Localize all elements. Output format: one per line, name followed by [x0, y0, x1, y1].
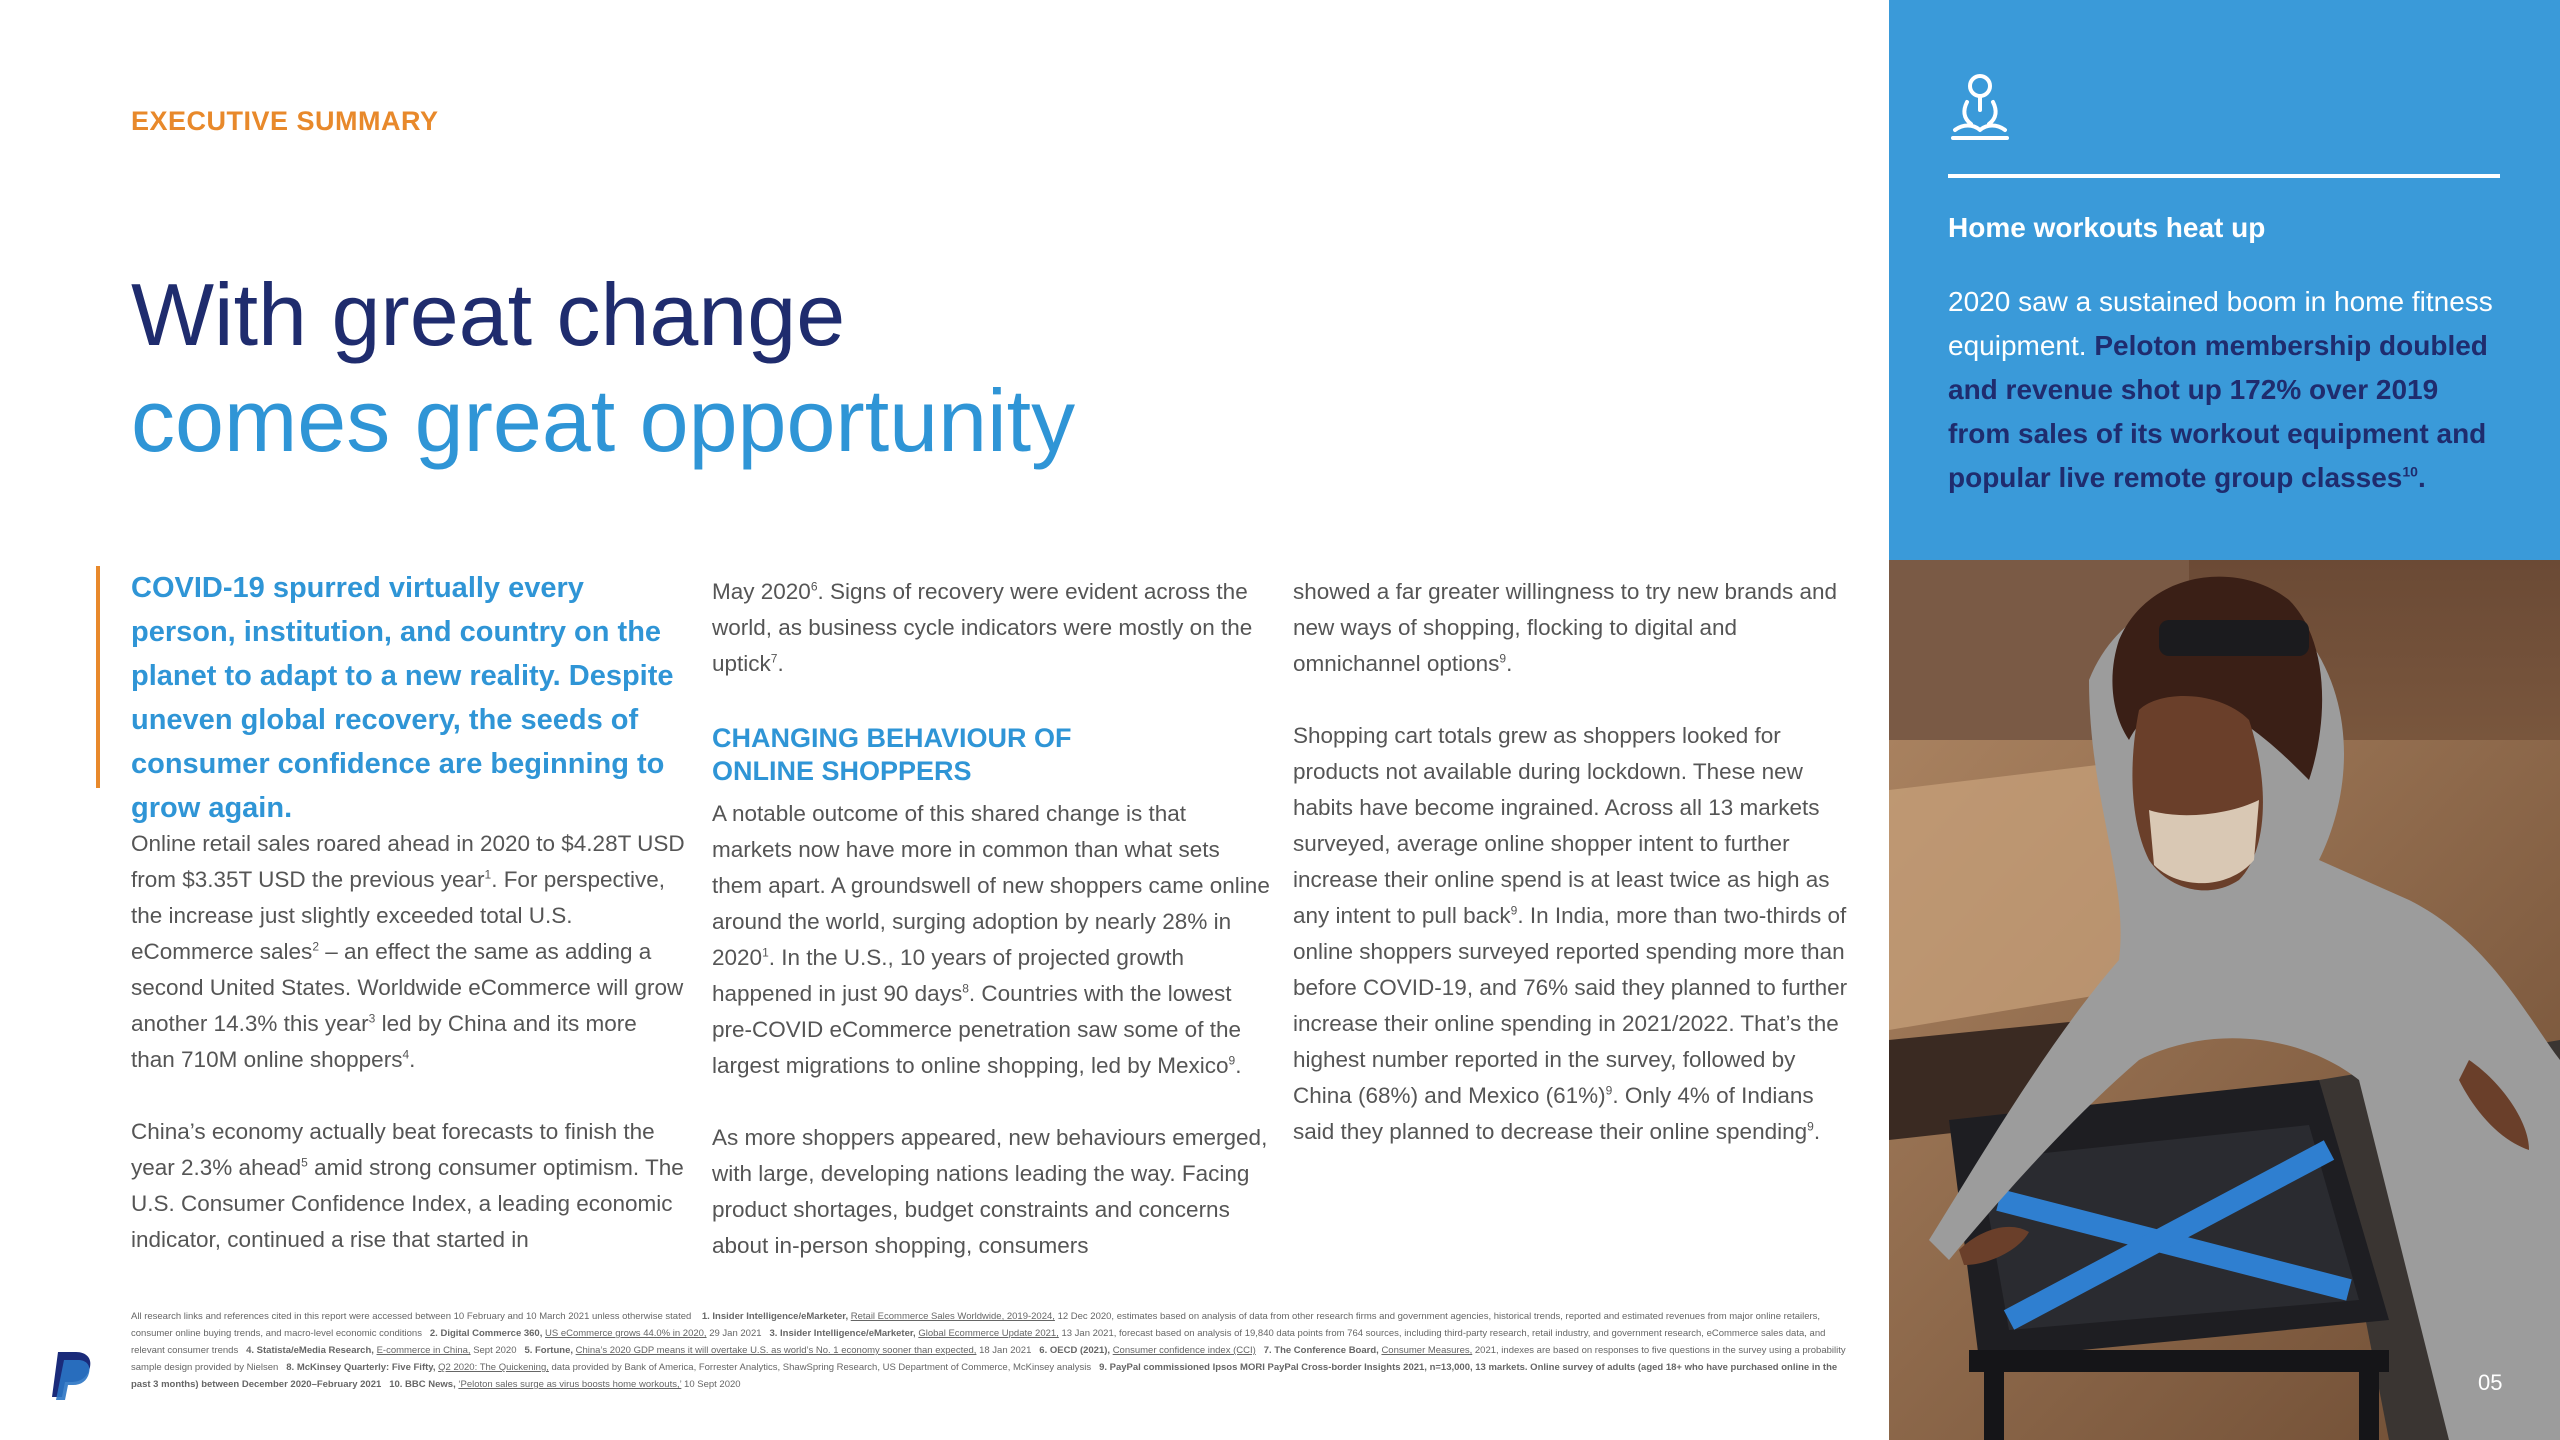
footnote-link[interactable]: Global Ecommerce Update 2021, [918, 1328, 1059, 1339]
sidebar-text: 2020 saw a sustained boom in home fitness equipment. Peloton membership doubled and revenue shot up 172% over 2019 from sales of its workout equipment and popular live remote group classes$^{10}$. [1948, 286, 2493, 493]
page-number: 05 [2478, 1370, 2503, 1395]
footnote-link[interactable]: E-commerce in China, [376, 1345, 471, 1356]
col3-paragraph-2: Shopping cart totals grew as shoppers looked for products not available during lockdown. These new habits have become ingrained. Across all 13 markets surveyed, average online shopper intent to further increase their online spend is at least twice as high as any intent to pull back$^9$. In India, more than two-thirds of online shoppers surveyed reported spending more than before COVID-19, and 76% said they planned to further increase their online spending in 2021/2022. That’s the highest number reported in the survey, followed by China (68%) and Mexico $(61\%)^9$. Only 4% of Indians said they planned to decrease their online spending$^9$. [1293, 723, 1848, 1144]
footnote-link[interactable]: China’s 2020 GDP means it will overtake U.S. as world’s No. 1 economy sooner than expected, [575, 1345, 977, 1356]
meditation-icon [1945, 72, 2015, 144]
subhead-changing-behaviour: CHANGING BEHAVIOUR OF ONLINE SHOPPERS [712, 723, 1072, 786]
footnote-link[interactable]: US eCommerce grows 44.0% in 2020, [545, 1328, 707, 1339]
section-eyebrow: EXECUTIVE SUMMARY [131, 106, 439, 136]
col2-paragraph-3: As more shoppers appeared, new behaviours emerged, with large, developing nations leading the way. Facing product shortages, budget constraints and concerns about in-person shopping, consumers [712, 1125, 1268, 1258]
column-1 [131, 826, 686, 1294]
column-2 [712, 574, 1272, 1300]
headline-line-2: comes great opportunity [131, 371, 1076, 470]
page-headline [131, 262, 1075, 474]
column-3 [1293, 574, 1853, 1186]
sidebar-title: Home workouts heat up [1948, 212, 2266, 243]
footnotes: All research links and references cited in this report were accessed between 10 February and 10 March 2021 unless otherwise stated 1. Insider Intelligence/eMarketer, Retail Ecommerce Sales Worldwide, 2019-2024, 12 Dec 2020, estimates based on analysis of data from other research firms and government agencies, historical trends, reported and estimated revenues from major online retailers, consumer online buying trends, and macro-level economic conditions 2. Digital Commerce 360, US eCommerce grows 44.0% in 2020, 29 Jan 2021 3. Insider Intelligence/eMarketer, Global Ecommerce Update 2021, 13 Jan 2021, forecast based on analysis of 19,840 data points from 764 sources, including third-party research, retail industry, and government research, eCommerce sales data, and relevant consumer trends 4. Statista/eMedia Research, E-commerce in China, Sept 2020 5. Fortune, China’s 2020 GDP means it will overtake U.S. as world’s No. 1 economy sooner than expected, 18 Jan 2021 6. OECD (2021), Consumer confidence index (CCI) 7. The Conference Board, Consumer Measures, 2021, indexes are based on responses to five questions in the survey using a probability sample design provided by Nielsen 8. McKinsey Quarterly: Five Fifty, Q2 2020: The Quickening, data provided by Bank of America, Forrester Analytics, ShawSpring Research, US Department of Commerce, McKinsey analysis 9. PayPal commissioned Ipsos MORI PayPal Cross-border Insights 2021, n=13,000, 13 markets. Online survey of adults (aged 18+ who have purchased online in the past 3 months) between December 2020–February 2021 10. BBC News, ‘Peloton sales surge as virus boosts home workouts,’ 10 Sept 2020 [131, 1311, 1846, 1390]
col2-paragraph-1: May 2020$^6$. Signs of recovery were evident across the world, as business cycle indicators were mostly on the uptick$^7$. [712, 579, 1253, 676]
footnote-link[interactable]: Consumer confidence index (CCI) [1112, 1345, 1256, 1356]
paypal-logo-icon [48, 1350, 96, 1404]
headline-line-1: With great change [131, 265, 846, 364]
photo-illustration [1889, 560, 2560, 1440]
col1-paragraph-2: China’s economy actually beat forecasts to finish the year 2.3% ahead$^5$ amid strong consumer optimism. The U.S. Consumer Confidence Index, a leading economic indicator, continued a rise that started in [131, 1119, 684, 1252]
col1-paragraph-1: Online retail sales roared ahead in 2020 to $4.28T USD from $3.35T USD the previous year$^1$. For perspective, the increase just slightly exceeded total U.S. eCommerce sales$^2$ – an effect the same as adding a second United States. Worldwide eCommerce will grow another 14.3% this year$^3$ led by China and its more than 710M online shoppers$^4$. [131, 831, 685, 1072]
footnote-link[interactable]: Retail Ecommerce Sales Worldwide, 2019-2024, [850, 1311, 1055, 1322]
lead-paragraph: COVID-19 spurred virtually every person, institution, and country on the planet to adapt to a new reality. Despite uneven global recovery, the seeds of consumer confidence are beginning to grow again. [131, 572, 674, 824]
footnote-link[interactable]: ‘Peloton sales surge as virus boosts home workouts,’ [458, 1379, 682, 1390]
lead-accent-bar [96, 566, 100, 788]
footnote-link[interactable]: Consumer Measures, [1381, 1345, 1473, 1356]
footnote-link[interactable]: Q2 2020: The Quickening, [438, 1362, 549, 1373]
sidebar-divider [1948, 174, 2500, 178]
col3-paragraph-1: showed a far greater willingness to try new brands and new ways of shopping, flocking to digital and omnichannel options$^9$. [1293, 579, 1838, 676]
col2-paragraph-2: A notable outcome of this shared change is that markets now have more in common than what sets them apart. A groundswell of new shoppers came online around the world, surging adoption by nearly 28% in 2020$^1$. In the U.S., 10 years of projected growth happened in just 90 days$^8$. Countries with the lowest pre-COVID eCommerce penetration saw some of the largest migrations to online shopping, led by Mexico$^9$. [712, 801, 1270, 1078]
woman-taping-table-photo [1889, 560, 2560, 1440]
